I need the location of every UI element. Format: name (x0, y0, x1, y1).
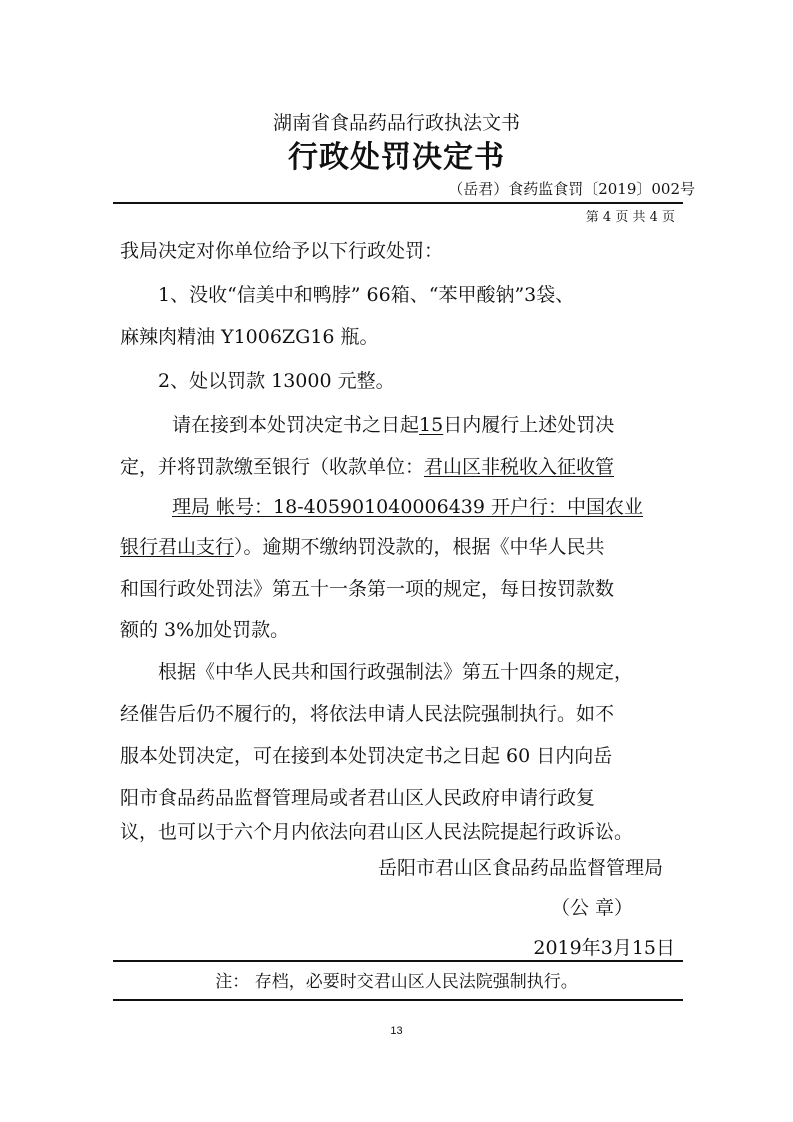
item-1-line-1: 1、没收“信美中和鸭脖” 66箱、“苯甲酸钠”3袋、 (158, 284, 575, 306)
payment-text: ）。逾期不缴纳罚没款的，根据《中华人民共 (234, 536, 605, 558)
page-title: 行政处罚决定书 (288, 140, 505, 175)
page-number: 13 (390, 1025, 403, 1037)
payment-paragraph-line-5: 和国行政处罚法》第五十一条第一项的规定，每日按罚款数 (120, 578, 615, 600)
appeal-paragraph-line-4: 阳市食品药品监督管理局或者君山区人民政府申请行政复 (120, 787, 596, 809)
payment-days: 15 (419, 414, 444, 436)
payment-paragraph-line-4 (120, 532, 605, 559)
payment-paragraph-line-1 (172, 410, 614, 437)
issuing-authority: 岳阳市君山区食品药品监督管理局 (377, 857, 663, 879)
payment-text: 请在接到本处罚决定书之日起 (172, 414, 420, 436)
note-top-divider (113, 960, 683, 962)
appeal-paragraph-line-5: 议，也可以于六个月内依法向君山区人民法院提起行政诉讼。 (120, 821, 634, 843)
top-divider (113, 202, 683, 204)
official-seal-placeholder: （公 章） (550, 897, 633, 919)
payment-paragraph-line-2 (120, 452, 614, 479)
appeal-paragraph-line-3: 服本处罚决定，可在接到本处罚决定书之日起 60 日内向岳 (120, 745, 613, 767)
payment-paragraph-line-6: 额的 3%加处罚款。 (120, 619, 290, 641)
appeal-paragraph-line-2: 经催告后仍不履行的，将依法申请人民法院强制执行。如不 (120, 703, 615, 725)
payment-text: 日内履行上述处罚决 (443, 414, 615, 436)
account-details: 理局 帐号：18-405901040006439 开户行：中国农业 (172, 496, 644, 518)
item-1-line-2: 麻辣肉精油 Y1006ZG16 瓶。 (120, 326, 379, 348)
item-2: 2、处以罚款 13000 元整。 (158, 370, 395, 392)
bank-name: 银行君山支行 (120, 536, 235, 558)
document-type-subtitle: 湖南省食品药品行政执法文书 (272, 112, 520, 134)
payment-text: 定，并将罚款缴至银行（收款单位： (120, 456, 425, 478)
issue-date: 2019年3月15日 (533, 937, 675, 959)
archive-note: 注： 存档，必要时交君山区人民法院强制执行。 (215, 972, 578, 992)
appeal-paragraph-line-1: 根据《中华人民共和国行政强制法》第五十四条的规定， (158, 661, 634, 683)
document-number: （岳君）食药监食罚〔2019〕002号 (448, 180, 695, 198)
intro-text: 我局决定对你单位给予以下行政处罚： (120, 240, 444, 262)
payee-name: 君山区非税收入征收管 (424, 456, 615, 478)
note-bottom-divider (113, 999, 683, 1001)
page-info: 第 4 页 共 4 页 (585, 210, 675, 225)
